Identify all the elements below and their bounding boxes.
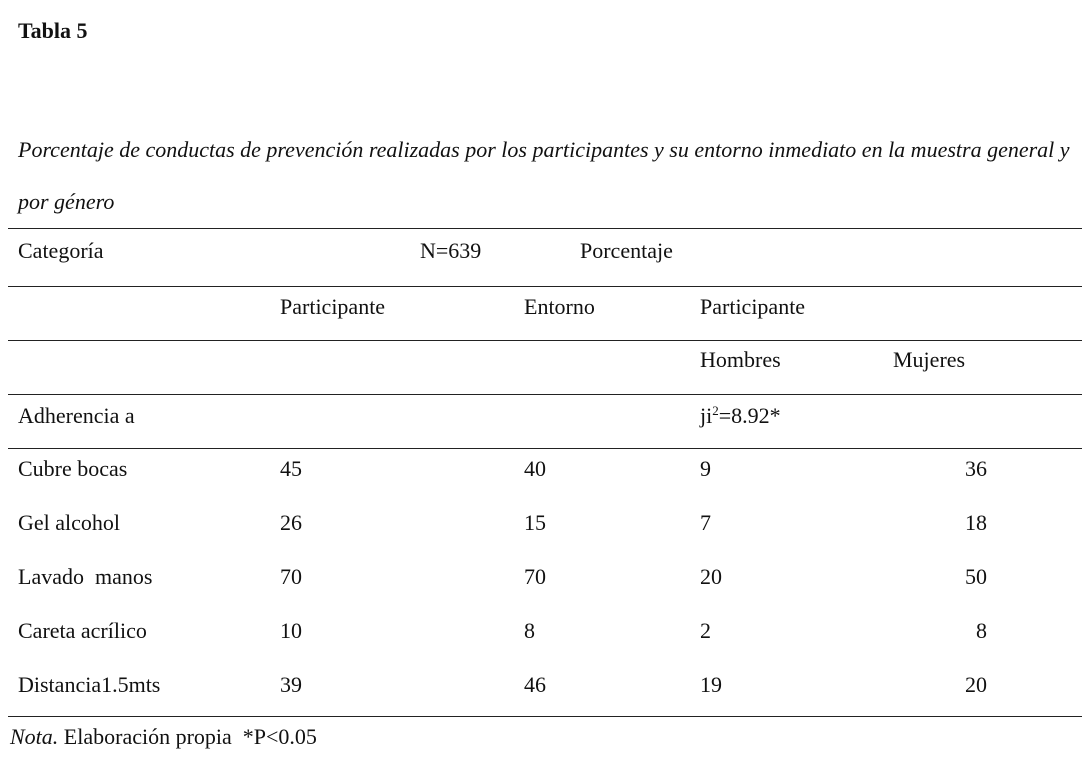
header-participante-gender: Participante: [700, 294, 806, 319]
note-label: Nota.: [10, 724, 59, 749]
rule-header-1: [8, 286, 1082, 287]
row-participante: 45: [280, 456, 302, 481]
header-categoria: Categoría: [18, 238, 104, 263]
row-participante: 10: [280, 618, 302, 643]
table-title: Tabla 5: [18, 18, 88, 43]
section-label: Adherencia a: [18, 403, 135, 428]
row-entorno: 15: [524, 510, 546, 535]
row-categoria: Distancia1.5mts: [18, 672, 161, 697]
header-n: N=639: [420, 238, 482, 263]
rule-top: [8, 228, 1082, 229]
row-mujeres: 36: [965, 456, 987, 481]
row-categoria: Gel alcohol: [18, 510, 121, 535]
rule-bottom: [8, 716, 1082, 717]
rule-header-3: [8, 394, 1082, 395]
row-entorno: 70: [524, 564, 546, 589]
row-participante: 70: [280, 564, 302, 589]
header-mujeres: Mujeres: [893, 347, 966, 372]
rule-section: [8, 448, 1082, 449]
stat-superscript: 2: [712, 403, 719, 418]
row-mujeres: 18: [965, 510, 987, 535]
row-entorno: 8: [524, 618, 535, 643]
header-entorno: Entorno: [524, 294, 595, 319]
row-participante: 26: [280, 510, 302, 535]
row-participante: 39: [280, 672, 302, 697]
row-categoria: Cubre bocas: [18, 456, 128, 481]
row-hombres: 7: [700, 510, 711, 535]
row-mujeres: 20: [965, 672, 987, 697]
header-porcentaje: Porcentaje: [580, 238, 673, 263]
header-participante: Participante: [280, 294, 386, 319]
row-mujeres: 8: [976, 618, 987, 643]
note-text: Elaboración propia *P<0.05: [58, 724, 317, 749]
row-hombres: 19: [700, 672, 722, 697]
section-stat: [700, 403, 781, 429]
row-hombres: 9: [700, 456, 711, 481]
table-note: [10, 724, 317, 750]
row-categoria: Lavado manos: [18, 564, 153, 589]
stat-prefix: ji: [700, 403, 713, 428]
row-hombres: 2: [700, 618, 711, 643]
row-mujeres: 50: [965, 564, 987, 589]
row-categoria: Careta acrílico: [18, 618, 147, 643]
row-hombres: 20: [700, 564, 722, 589]
stat-value: =8.92*: [718, 403, 781, 428]
table-caption: Porcentaje de conductas de prevención realizadas por los participantes y su entorno inmediato en la muestra general y por género: [18, 137, 1070, 214]
row-entorno: 40: [524, 456, 546, 481]
row-entorno: 46: [524, 672, 546, 697]
header-hombres: Hombres: [700, 347, 781, 372]
rule-header-2: [8, 340, 1082, 341]
